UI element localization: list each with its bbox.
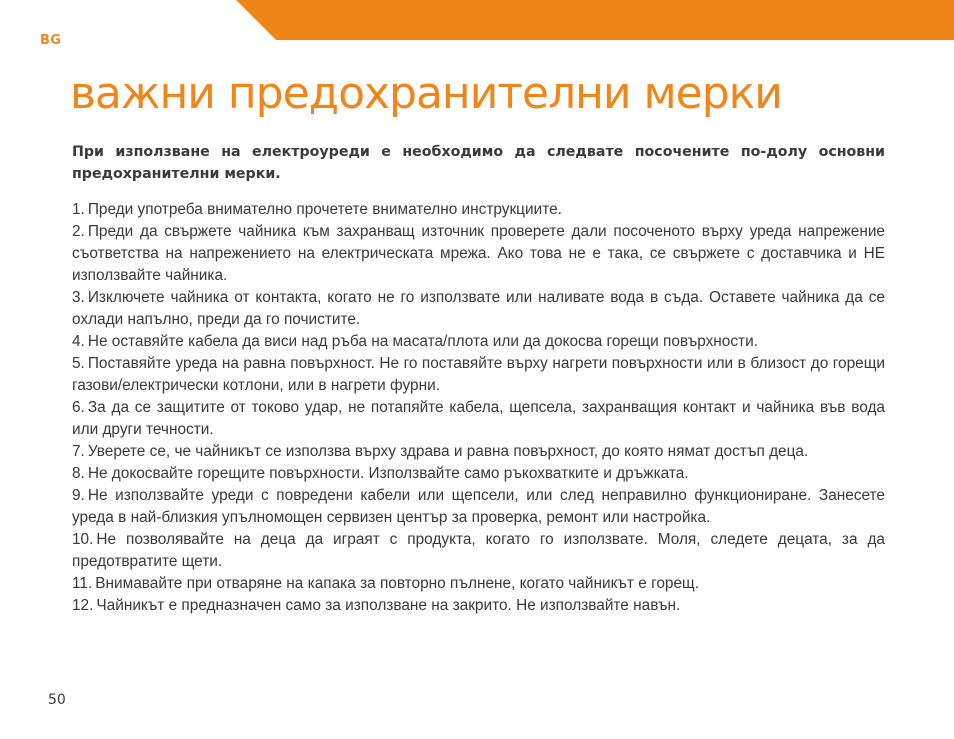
item-number: 5.	[72, 355, 85, 372]
list-item	[72, 595, 885, 617]
item-text: За да се защитите от токово удар, не потапяйте кабела, щепсела, захранващия контакт и чайника във вода или други течности.	[72, 399, 885, 438]
item-number: 12.	[72, 597, 94, 614]
item-text: Чайникът е предназначен само за използване на закрито. Не използвайте навън.	[96, 597, 681, 614]
list-item	[72, 397, 885, 441]
item-text: Не оставяйте кабела да виси над ръба на масата/плота или да докосва горещи повърхности.	[87, 333, 758, 350]
item-text: Преди да свържете чайника към захранващ източник проверете дали посоченото върху уреда напрежение съответства на напрежението на електрическата мрежа. Ако това не е така, се свържете с доставчика и НЕ използвайте чайника.	[72, 223, 885, 284]
item-number: 6.	[72, 399, 85, 416]
list-item	[72, 485, 885, 529]
page-number: 50	[48, 692, 66, 708]
list-item	[72, 353, 885, 397]
list-item	[72, 221, 885, 287]
list-item	[72, 441, 885, 463]
list-item	[72, 287, 885, 331]
item-text: Уверете се, че чайникът се използва върху здрава и равна повърхност, до която нямат достъп деца.	[87, 443, 809, 460]
item-number: 3.	[72, 289, 85, 306]
item-text: Изключете чайника от контакта, когато не го използвате или наливате вода в съда. Оставете чайника да се охлади напълно, преди да го почистите.	[72, 289, 885, 328]
item-text: Не позволявайте на деца да играят с продукта, когато го използвате. Моля, следете децата, за да предотвратите щети.	[72, 531, 885, 570]
header-accent-band	[236, 0, 954, 40]
main-content	[72, 141, 885, 617]
item-number: 2.	[72, 223, 85, 240]
page-title: важни предохранителни мерки	[70, 68, 782, 119]
precautions-list	[72, 199, 885, 617]
item-number: 10.	[72, 531, 94, 548]
item-number: 8.	[72, 465, 85, 482]
item-number: 9.	[72, 487, 85, 504]
item-number: 4.	[72, 333, 85, 350]
intro-paragraph: При използване на електроуреди е необходимо да следвате посочените по-долу основни предохранителни мерки.	[72, 144, 885, 182]
item-text: Не използвайте уреди с повредени кабели или щепсели, или след неправилно функциониране. Занесете уреда в най-близкия упълномощен сервизен център за проверка, ремонт или настройка.	[72, 487, 885, 526]
list-item	[72, 199, 885, 221]
item-number: 11.	[72, 575, 93, 592]
item-text: Не докосвайте горещите повърхности. Използвайте само ръкохватките и дръжката.	[87, 465, 689, 482]
list-item	[72, 573, 885, 595]
list-item	[72, 529, 885, 573]
item-number: 1.	[72, 201, 85, 218]
item-text: Поставяйте уреда на равна повърхност. Не го поставяйте върху нагрети повърхности или в близост до горещи газови/електрически котлони, или в нагрети фурни.	[72, 355, 885, 394]
item-text: Внимавайте при отваряне на капака за повторно пълнене, когато чайникът е горещ.	[95, 575, 699, 592]
list-item	[72, 463, 885, 485]
list-item	[72, 331, 885, 353]
language-code: BG	[40, 33, 62, 48]
item-number: 7.	[72, 443, 85, 460]
item-text: Преди употреба внимателно прочетете внимателно инструкциите.	[87, 201, 562, 218]
